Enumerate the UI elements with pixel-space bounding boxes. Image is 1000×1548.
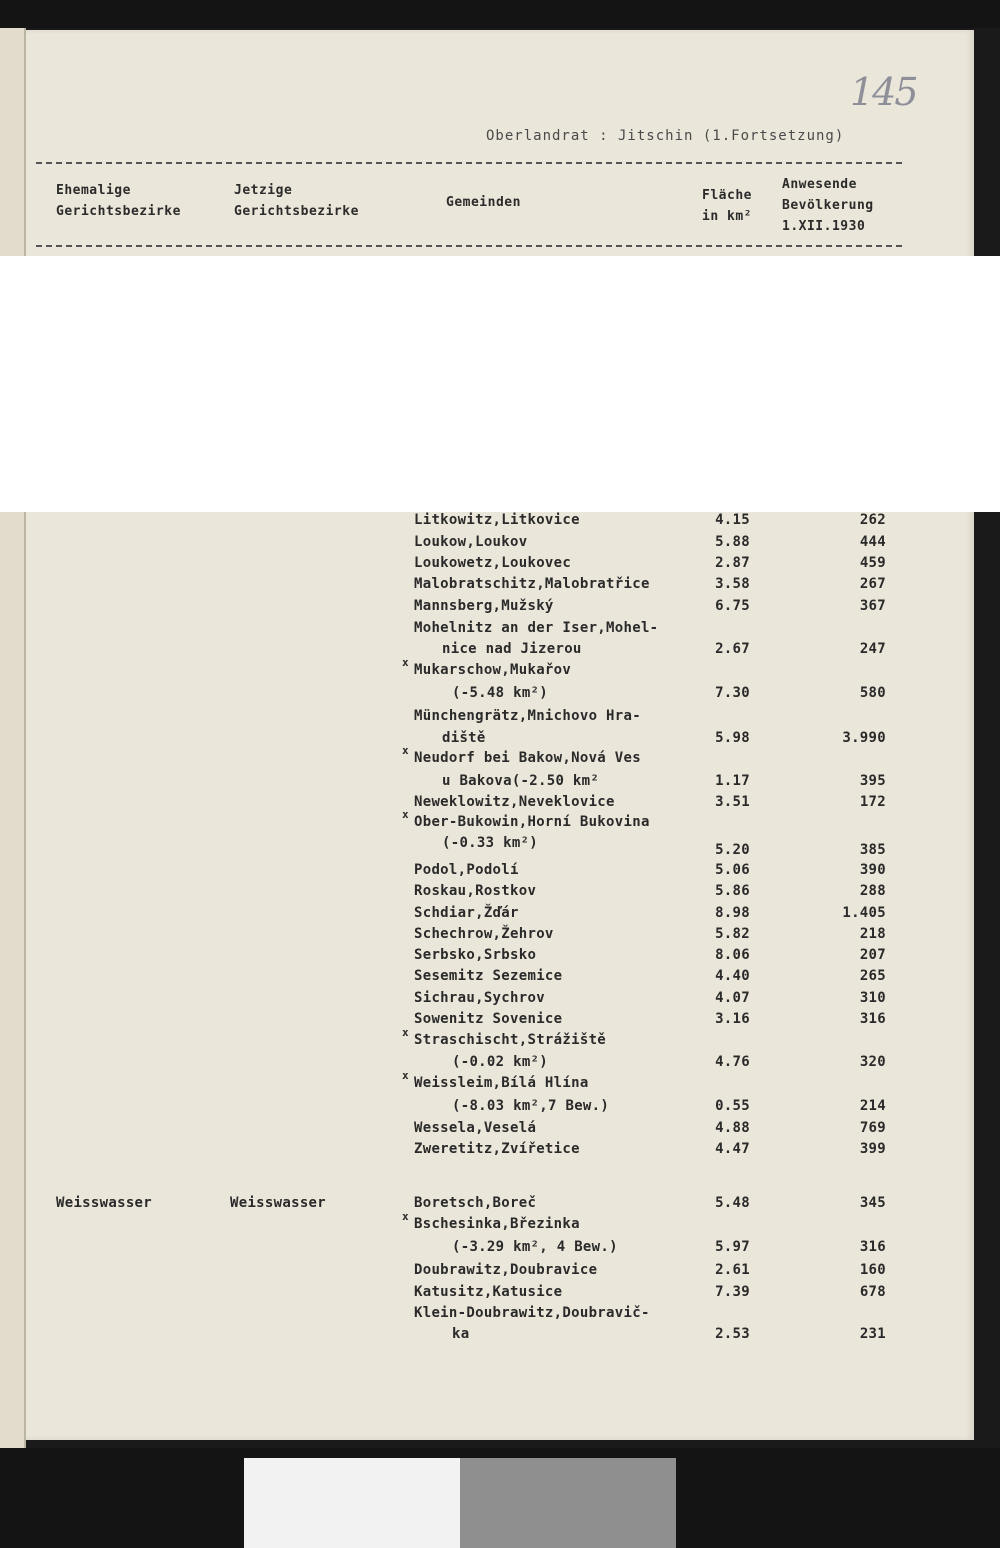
population-cell: 231 [859,1326,886,1342]
area-cell: 3.58 [715,576,750,592]
header-former-districts: Ehemalige Gerichtsbezirke [56,183,181,219]
population-cell: 316 [859,1239,886,1255]
municipality-name-cell: (-0.02 km²) [452,1054,549,1070]
area-cell: 4.76 [715,1054,750,1070]
area-cell: 4.15 [715,512,750,528]
scan-top-border [0,0,1000,28]
population-cell: 395 [859,773,886,789]
population-cell: 3.990 [842,730,886,746]
population-cell: 262 [859,512,886,528]
municipality-name-cell: Litkowitz,Litkovice [414,512,580,528]
territory-change-mark: x [402,1210,409,1223]
municipality-name-cell: Boretsch,Boreč [414,1195,537,1211]
municipality-name-cell: u Bakova(-2.50 km² [442,773,600,789]
page-number: 145 [850,70,917,114]
area-cell: 4.40 [715,968,750,984]
current-district-cell: Weisswasser [230,1195,327,1211]
municipality-name-cell: Neudorf bei Bakow,Nová Ves [414,750,641,766]
municipality-name-cell: Roskau,Rostkov [414,883,537,899]
territory-change-mark: x [402,744,409,757]
area-cell: 2.61 [715,1262,750,1278]
municipality-name-cell: (-3.29 km², 4 Bew.) [452,1239,618,1255]
municipality-name-cell: nice nad Jizerou [442,641,582,657]
header-top-rule [36,162,902,164]
municipality-name-cell: Klein-Doubrawitz,Doubravič- [414,1305,650,1321]
population-cell: 218 [859,926,886,942]
municipality-name-cell: Neweklowitz,Neveklovice [414,794,615,810]
area-cell: 2.53 [715,1326,750,1342]
area-cell: 5.98 [715,730,750,746]
population-cell: 172 [859,794,886,810]
header-population: Anwesende Bevölkerung 1.XII.1930 [782,177,874,234]
municipality-name-cell: Podol,Podolí [414,862,519,878]
area-cell: 6.75 [715,598,750,614]
territory-change-mark: x [402,656,409,669]
territory-change-mark: x [402,1026,409,1039]
population-cell: 385 [859,842,886,858]
municipality-name-cell: Malobratschitz,Malobratřice [414,576,650,592]
municipality-name-cell: Sowenitz Sovenice [414,1011,563,1027]
municipality-name-cell: Doubrawitz,Doubravice [414,1262,598,1278]
municipality-name-cell: Münchengrätz,Mnichovo Hra- [414,708,641,724]
municipality-name-cell: Zweretitz,Zvířetice [414,1141,580,1157]
municipality-name-cell: Schdiar,Žďár [414,905,519,921]
population-cell: 678 [859,1284,886,1300]
population-cell: 1.405 [842,905,886,921]
area-cell: 2.67 [715,641,750,657]
population-cell: 265 [859,968,886,984]
territory-change-mark: x [402,808,409,821]
population-cell: 288 [859,883,886,899]
area-cell: 7.39 [715,1284,750,1300]
population-cell: 769 [859,1120,886,1136]
municipality-name-cell: Sesemitz Sezemice [414,968,563,984]
area-cell: 5.97 [715,1239,750,1255]
municipality-name-cell: Schechrow,Žehrov [414,926,554,942]
calibration-swatch-white [244,1458,460,1548]
area-cell: 3.51 [715,794,750,810]
header-municipalities: Gemeinden [446,195,521,210]
municipality-name-cell: Bschesinka,Březinka [414,1216,580,1232]
municipality-name-cell: Ober-Bukowin,Horní Bukovina [414,814,650,830]
municipality-name-cell: (-5.48 km²) [452,685,549,701]
area-cell: 2.87 [715,555,750,571]
header-current-districts: Jetzige Gerichtsbezirke [234,183,359,219]
area-cell: 7.30 [715,685,750,701]
population-cell: 316 [859,1011,886,1027]
area-cell: 5.86 [715,883,750,899]
population-cell: 580 [859,685,886,701]
area-cell: 5.48 [715,1195,750,1211]
municipality-name-cell: Loukowetz,Loukovec [414,555,572,571]
redacted-blank-area [0,256,1000,512]
population-cell: 399 [859,1141,886,1157]
area-cell: 5.06 [715,862,750,878]
area-cell: 1.17 [715,773,750,789]
population-cell: 160 [859,1262,886,1278]
municipality-name-cell: Serbsko,Srbsko [414,947,537,963]
area-cell: 4.47 [715,1141,750,1157]
population-cell: 367 [859,598,886,614]
area-cell: 4.07 [715,990,750,1006]
municipality-name-cell: Mohelnitz an der Iser,Mohel- [414,620,659,636]
municipality-name-cell: (-8.03 km²,7 Bew.) [452,1098,610,1114]
population-cell: 390 [859,862,886,878]
municipality-name-cell: Weissleim,Bílá Hlína [414,1075,589,1091]
area-cell: 8.98 [715,905,750,921]
area-cell: 0.55 [715,1098,750,1114]
calibration-swatch-gray [460,1458,676,1548]
population-cell: 247 [859,641,886,657]
header-area: Fläche in km² [702,188,752,224]
municipality-name-cell: Loukow,Loukov [414,534,528,550]
population-cell: 320 [859,1054,886,1070]
territory-change-mark: x [402,1069,409,1082]
population-cell: 345 [859,1195,886,1211]
municipality-name-cell: Sichrau,Sychrov [414,990,545,1006]
area-cell: 5.82 [715,926,750,942]
header-bottom-rule [36,245,902,247]
municipality-name-cell: Straschischt,Strážiště [414,1032,607,1048]
area-cell: 5.88 [715,534,750,550]
municipality-name-cell: (-0.33 km²) [442,835,539,851]
municipality-name-cell: diště [442,730,486,746]
area-cell: 5.20 [715,842,750,858]
municipality-name-cell: Katusitz,Katusice [414,1284,563,1300]
population-cell: 310 [859,990,886,1006]
municipality-name-cell: Mannsberg,Mužský [414,598,554,614]
area-cell: 3.16 [715,1011,750,1027]
municipality-name-cell: Mukarschow,Mukařov [414,662,572,678]
population-cell: 267 [859,576,886,592]
office-title: Oberlandrat : Jitschin (1.Fortsetzung) [486,128,845,144]
former-district-cell: Weisswasser [56,1195,153,1211]
municipality-name-cell: ka [452,1326,470,1342]
population-cell: 214 [859,1098,886,1114]
area-cell: 4.88 [715,1120,750,1136]
population-cell: 207 [859,947,886,963]
facing-page-edge [0,28,26,1448]
area-cell: 8.06 [715,947,750,963]
population-cell: 444 [859,534,886,550]
municipality-name-cell: Wessela,Veselá [414,1120,537,1136]
population-cell: 459 [859,555,886,571]
